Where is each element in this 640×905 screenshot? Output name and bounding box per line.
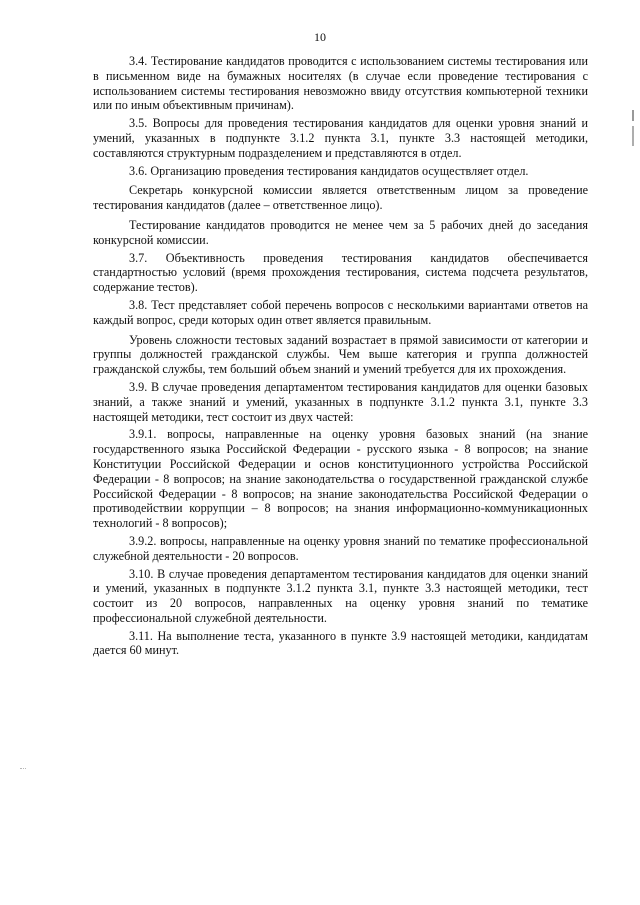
paragraph-3-6: 3.6. Организацию проведения тестирования кандидатов осуществляет отдел. xyxy=(129,163,529,178)
page-number: 10 xyxy=(314,30,326,44)
paragraph-3-4: 3.4. Тестирование кандидатов проводится с использованием системы тестирования или в письменном виде на бумажных носителях (в случае если проведение тестирования с использованием системы тестирования невозможно ввиду отсутствия компьютерной техники или по иным объективным причинам). xyxy=(93,54,588,113)
paragraph-3-7: 3.7. Объективность проведения тестирования кандидатов обеспечивается стандартностью условий (время прохождения тестирования, система подсчета результатов, содержание тестов). xyxy=(93,250,588,295)
scan-speck xyxy=(20,768,26,772)
paragraph-3-5: 3.5. Вопросы для проведения тестирования кандидатов для оценки уровня знаний и умений, указанных в подпункте 3.1.2 пункта 3.1, пункте 3.3 настоящей методики, составляются структурным подразделением и представляются в отдел. xyxy=(93,116,588,160)
paragraph-3-10: 3.10. В случае проведения департаментом тестирования кандидатов для оценки знаний и умений, указанных в подпункте 3.1.2 пункта 3.1, пункте 3.3 настоящей методики, тест состоит из 20 вопросов, направленных на оценку уровня знаний по тематике профессиональной служебной деятельности. xyxy=(93,566,588,625)
paragraph-3-8: 3.8. Тест представляет собой перечень вопросов с несколькими вариантами ответов на каждый вопрос, среди которых один ответ является правильным. xyxy=(93,297,588,327)
document-body xyxy=(93,54,588,661)
paragraph-3-9-2: 3.9.2. вопросы, направленные на оценку уровня знаний по тематике профессиональной служебной деятельности - 20 вопросов. xyxy=(93,533,588,563)
paragraph-difficulty: Уровень сложности тестовых заданий возрастает в прямой зависимости от категории и группы должностей гражданской службы. Чем выше категория и группа должностей гражданской службы, тем больший объем знаний и умений требуется для их прохождения. xyxy=(93,332,588,377)
paragraph-testing-deadline: Тестирование кандидатов проводится не менее чем за 5 рабочих дней до заседания конкурсной комиссии. xyxy=(93,217,588,247)
scan-edge-mark xyxy=(632,110,634,146)
paragraph-3-9-1: 3.9.1. вопросы, направленные на оценку уровня базовых знаний (на знание государственного языка Российской Федерации - русского языка - 8 вопросов; на знание Конституции Российской Федерации и основ конституционного устройства Российской Федерации - 8 вопросов; на знание законодательства о государственной гражданской службе Российской Федерации - 8 вопросов; на знание законодательства Российской Федерации о противодействии коррупции – 8 вопросов; на знания информационно-коммуникационных технологий - 8 вопросов); xyxy=(93,427,588,531)
paragraph-secretary: Секретарь конкурсной комиссии является ответственным лицом за проведение тестирования кандидатов (далее – ответственное лицо). xyxy=(93,183,588,213)
paragraph-3-9: 3.9. В случае проведения департаментом тестирования кандидатов для оценки базовых знаний, а также знаний и умений, указанных в подпункте 3.1.2 пункта 3.1, пункте 3.3 настоящей методики, тест состоит из двух частей: xyxy=(93,379,588,424)
paragraph-3-11: 3.11. На выполнение теста, указанного в пункте 3.9 настоящей методики, кандидатам дается 60 минут. xyxy=(93,628,588,658)
